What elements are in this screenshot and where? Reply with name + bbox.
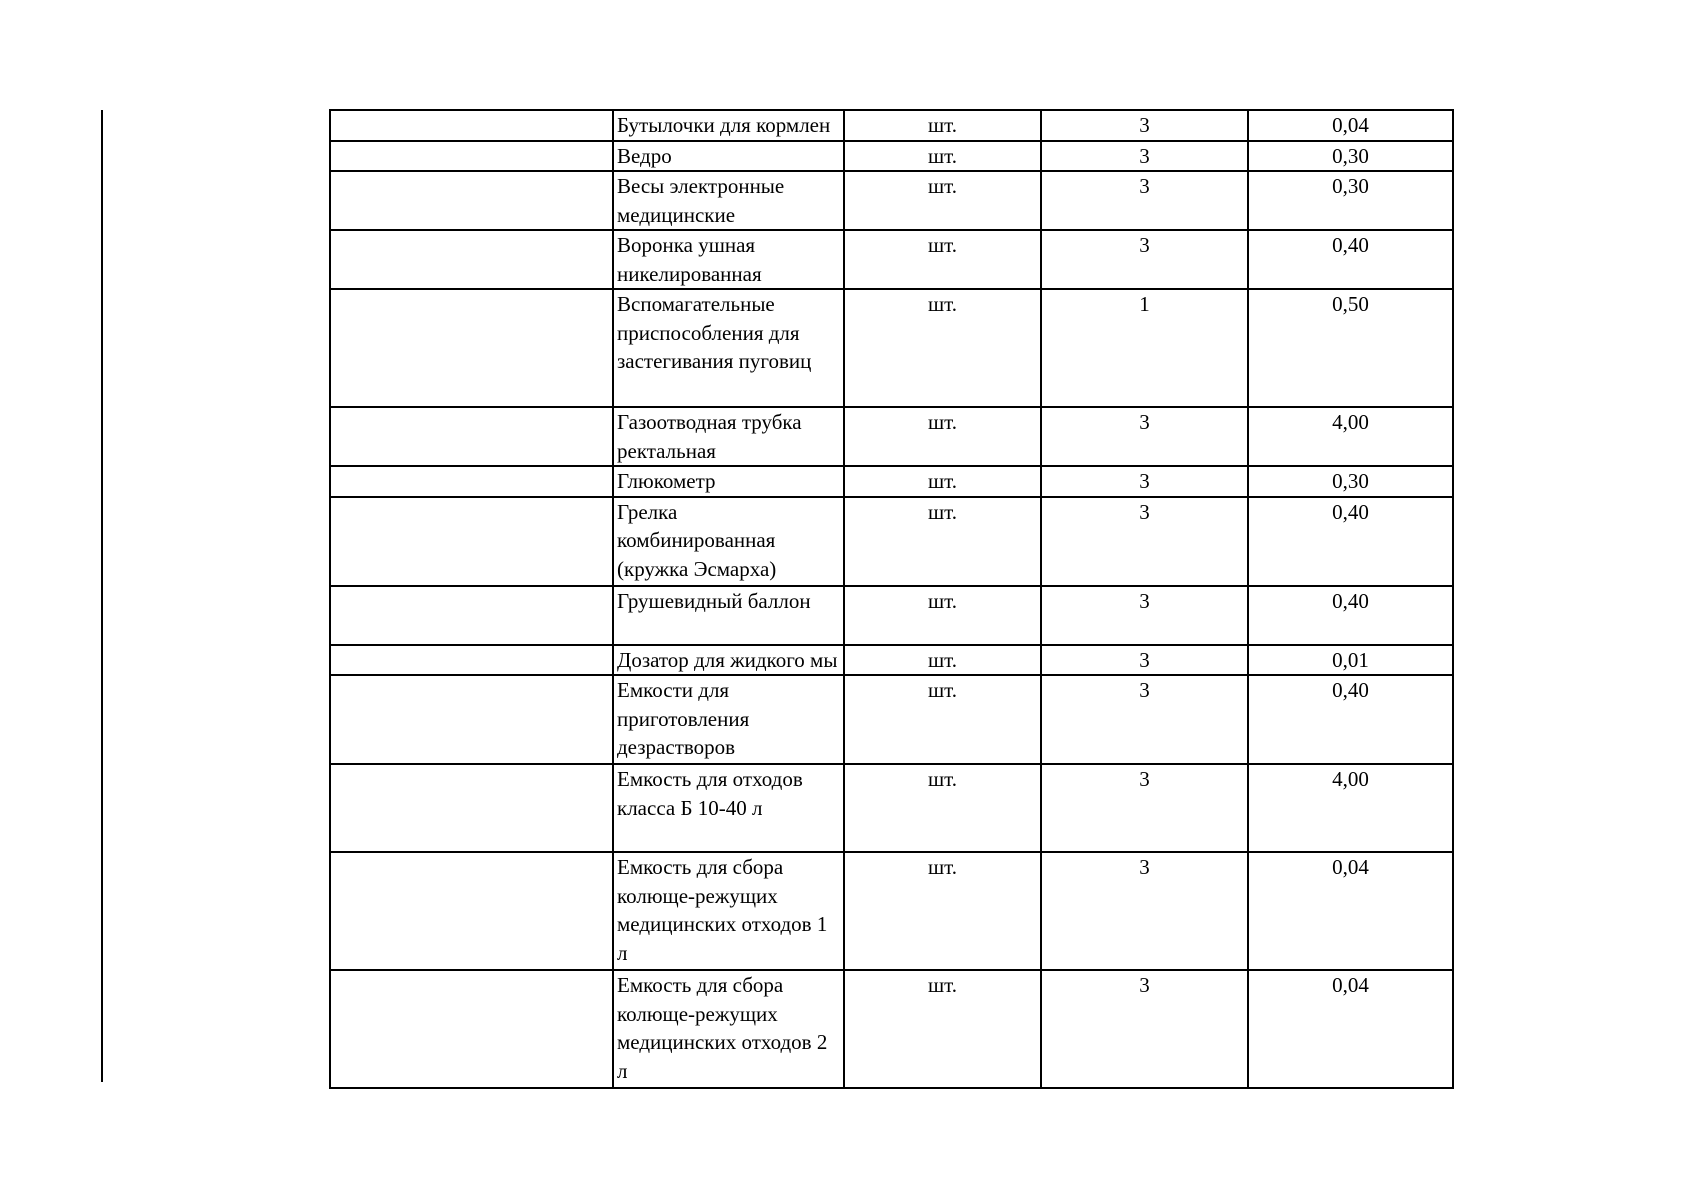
quantity-cell: 3 bbox=[1041, 230, 1248, 289]
value-cell: 0,30 bbox=[1248, 141, 1453, 172]
item-name-cell: Вспомагательные приспособления для застегивания пуговиц bbox=[613, 289, 844, 407]
table-row bbox=[330, 141, 1453, 172]
quantity-cell: 3 bbox=[1041, 645, 1248, 676]
table-row bbox=[330, 852, 1453, 970]
row-number-cell bbox=[330, 497, 613, 586]
value-cell: 0,04 bbox=[1248, 110, 1453, 141]
value-cell: 0,40 bbox=[1248, 586, 1453, 645]
left-margin-rule bbox=[101, 110, 103, 1082]
table-row bbox=[330, 289, 1453, 407]
unit-cell: шт. bbox=[844, 230, 1041, 289]
row-number-cell bbox=[330, 110, 613, 141]
row-number-cell bbox=[330, 764, 613, 852]
quantity-cell: 3 bbox=[1041, 171, 1248, 230]
quantity-cell: 3 bbox=[1041, 970, 1248, 1088]
item-name-cell: Грушевидный баллон bbox=[613, 586, 844, 645]
table-row bbox=[330, 645, 1453, 676]
item-name-cell: Емкости для приготовления дезрастворов bbox=[613, 675, 844, 764]
table-row bbox=[330, 970, 1453, 1088]
unit-cell: шт. bbox=[844, 675, 1041, 764]
unit-cell: шт. bbox=[844, 586, 1041, 645]
item-name-cell: Дозатор для жидкого мы bbox=[613, 645, 844, 676]
unit-cell: шт. bbox=[844, 497, 1041, 586]
row-number-cell bbox=[330, 852, 613, 970]
item-name-cell: Ведро bbox=[613, 141, 844, 172]
row-number-cell bbox=[330, 675, 613, 764]
value-cell: 0,01 bbox=[1248, 645, 1453, 676]
row-number-cell bbox=[330, 586, 613, 645]
table-row bbox=[330, 497, 1453, 586]
row-number-cell bbox=[330, 645, 613, 676]
table-row bbox=[330, 586, 1453, 645]
unit-cell: шт. bbox=[844, 645, 1041, 676]
value-cell: 4,00 bbox=[1248, 407, 1453, 466]
item-name-cell: Газоотводная трубка ректальная bbox=[613, 407, 844, 466]
quantity-cell: 3 bbox=[1041, 497, 1248, 586]
quantity-cell: 3 bbox=[1041, 110, 1248, 141]
quantity-cell: 3 bbox=[1041, 586, 1248, 645]
table-row bbox=[330, 171, 1453, 230]
value-cell: 0,50 bbox=[1248, 289, 1453, 407]
value-cell: 0,40 bbox=[1248, 230, 1453, 289]
item-name-cell: Глюкометр bbox=[613, 466, 844, 497]
unit-cell: шт. bbox=[844, 110, 1041, 141]
table-row bbox=[330, 230, 1453, 289]
unit-cell: шт. bbox=[844, 407, 1041, 466]
row-number-cell bbox=[330, 141, 613, 172]
quantity-cell: 3 bbox=[1041, 407, 1248, 466]
row-number-cell bbox=[330, 970, 613, 1088]
value-cell: 0,04 bbox=[1248, 970, 1453, 1088]
value-cell: 0,04 bbox=[1248, 852, 1453, 970]
item-name-cell: Бутылочки для кормлен bbox=[613, 110, 844, 141]
item-name-cell: Емкость для сбора колюще-режущих медицинских отходов 2 л bbox=[613, 970, 844, 1088]
table-row bbox=[330, 466, 1453, 497]
unit-cell: шт. bbox=[844, 171, 1041, 230]
row-number-cell bbox=[330, 230, 613, 289]
quantity-cell: 1 bbox=[1041, 289, 1248, 407]
value-cell: 0,30 bbox=[1248, 171, 1453, 230]
table-row bbox=[330, 675, 1453, 764]
value-cell: 0,30 bbox=[1248, 466, 1453, 497]
unit-cell: шт. bbox=[844, 289, 1041, 407]
table-row bbox=[330, 764, 1453, 852]
row-number-cell bbox=[330, 171, 613, 230]
unit-cell: шт. bbox=[844, 764, 1041, 852]
quantity-cell: 3 bbox=[1041, 764, 1248, 852]
table-body bbox=[330, 110, 1453, 1088]
unit-cell: шт. bbox=[844, 141, 1041, 172]
value-cell: 4,00 bbox=[1248, 764, 1453, 852]
quantity-cell: 3 bbox=[1041, 852, 1248, 970]
item-name-cell: Грелка комбинированная (кружка Эсмарха) bbox=[613, 497, 844, 586]
unit-cell: шт. bbox=[844, 970, 1041, 1088]
item-name-cell: Воронка ушная никелированная bbox=[613, 230, 844, 289]
unit-cell: шт. bbox=[844, 852, 1041, 970]
row-number-cell bbox=[330, 289, 613, 407]
item-name-cell: Весы электронные медицинские bbox=[613, 171, 844, 230]
row-number-cell bbox=[330, 407, 613, 466]
quantity-cell: 3 bbox=[1041, 675, 1248, 764]
equipment-table bbox=[329, 109, 1454, 1089]
value-cell: 0,40 bbox=[1248, 675, 1453, 764]
item-name-cell: Емкость для сбора колюще-режущих медицинских отходов 1 л bbox=[613, 852, 844, 970]
table-row bbox=[330, 407, 1453, 466]
value-cell: 0,40 bbox=[1248, 497, 1453, 586]
item-name-cell: Емкость для отходов класса Б 10-40 л bbox=[613, 764, 844, 852]
unit-cell: шт. bbox=[844, 466, 1041, 497]
table-row bbox=[330, 110, 1453, 141]
quantity-cell: 3 bbox=[1041, 466, 1248, 497]
quantity-cell: 3 bbox=[1041, 141, 1248, 172]
row-number-cell bbox=[330, 466, 613, 497]
